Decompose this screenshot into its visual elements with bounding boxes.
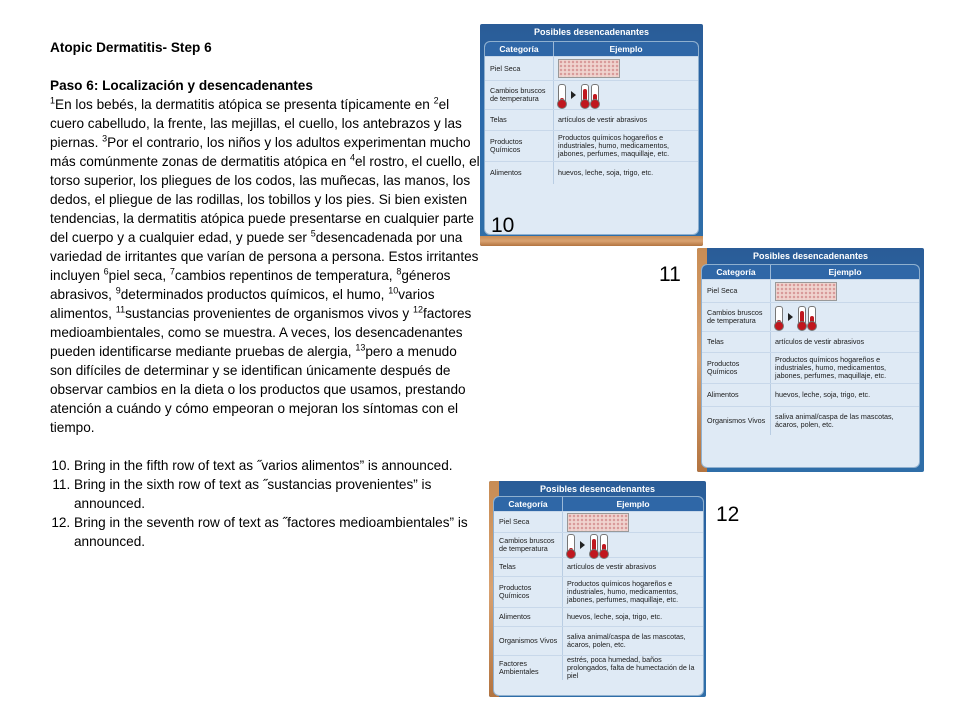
- trigger-table: [484, 41, 699, 235]
- footnote-marker: 7: [169, 266, 175, 277]
- table-row: [494, 532, 703, 557]
- slide-panel-11: [697, 248, 924, 472]
- thermometer-icon: [558, 84, 599, 106]
- slide-panel-12: [489, 481, 706, 697]
- footnote-marker: 6: [103, 266, 109, 277]
- example-cell: artículos de vestir abrasivos: [558, 115, 648, 124]
- panel-number-12: 12: [716, 503, 740, 526]
- example-cell: huevos, leche, soja, trigo, etc.: [775, 390, 871, 399]
- paragraph-segment: En los bebés, la dermatitis atópica se presenta típicamente en: [55, 97, 434, 112]
- footnote-marker: 5: [310, 228, 316, 239]
- category-cell: Factores Ambientales: [494, 656, 563, 680]
- paragraph-segment: piel seca,: [108, 268, 170, 283]
- table-header: [494, 497, 703, 511]
- table-row: [702, 331, 919, 352]
- category-cell: Telas: [702, 332, 771, 352]
- table-row: [485, 161, 698, 184]
- table-row: [702, 279, 919, 302]
- table-row: [702, 406, 919, 435]
- example-cell: Productos químicos hogareños e industriales, humo, medicamentos, jabones, perfumes, maquillaje, etc.: [775, 355, 887, 380]
- document-text: [50, 38, 480, 551]
- table-header: [485, 42, 698, 56]
- table-row: [485, 109, 698, 130]
- example-cell: [554, 81, 698, 109]
- category-cell: Organismos Vivos: [702, 407, 771, 435]
- paragraph-segment: pero a menudo son difíciles de determinar y se identifican únicamente después de observar cambios en la dieta o los productos que usamos, prestando atención a cuándo y cómo empeoran o mejoran los síntomas con el tiempo.: [50, 344, 466, 435]
- example-cell: artículos de vestir abrasivos: [775, 337, 865, 346]
- col-category-header: Categoría: [494, 497, 563, 511]
- table-row: [494, 607, 703, 626]
- table-row: [485, 130, 698, 161]
- dry-skin-image: [567, 513, 629, 532]
- slide-panel-10: [480, 24, 703, 246]
- footnote-marker: 11: [115, 304, 126, 315]
- example-cell: artículos de vestir abrasivos: [567, 562, 657, 571]
- dry-skin-image: [775, 282, 837, 301]
- instruction-list: [50, 456, 480, 551]
- paragraph-segment: factores medioambientales, como se muestra. A veces, los desencadenantes pueden identificarse mediante pruebas de alergia,: [50, 306, 472, 359]
- body-paragraph: [50, 95, 480, 437]
- table-row: [702, 383, 919, 406]
- paragraph-segment: el cuero cabelludo, la frente, las mejillas, el cuello, los antebrazos y las piernas.: [50, 97, 462, 150]
- col-example-header: Ejemplo: [609, 44, 643, 54]
- col-example-header: Ejemplo: [828, 267, 862, 277]
- category-cell: Alimentos: [485, 162, 554, 184]
- arrow-right-icon: [788, 313, 793, 321]
- example-cell: huevos, leche, soja, trigo, etc.: [567, 612, 663, 621]
- category-cell: Productos Químicos: [485, 131, 554, 161]
- footnote-marker: 8: [396, 266, 402, 277]
- table-row: [494, 626, 703, 655]
- paragraph-segment: Por el contrario, los niños y los adultos experimentan mucho más comúnmente zonas de dermatitis atópica en: [50, 135, 471, 169]
- step-heading: Paso 6: Localización y desencadenantes: [50, 78, 313, 93]
- category-cell: Cambios bruscos de temperatura: [494, 533, 563, 557]
- category-cell: Alimentos: [702, 384, 771, 406]
- col-category-header: Categoría: [702, 265, 771, 279]
- document-title: Atopic Dermatitis- Step 6: [50, 40, 212, 55]
- footnote-marker: 9: [115, 285, 121, 296]
- example-cell: saliva animal/caspa de las mascotas, ácaros, polen, etc.: [775, 412, 894, 429]
- panel-number-10: 10: [491, 214, 515, 237]
- table-rows: [702, 279, 919, 435]
- table-row: [485, 80, 698, 109]
- table-row: [494, 557, 703, 576]
- category-cell: Cambios bruscos de temperatura: [702, 303, 771, 331]
- slide-title: Posibles desencadenantes: [752, 251, 869, 261]
- paragraph-segment: géneros abrasivos,: [50, 268, 451, 302]
- table-row: [485, 56, 698, 80]
- table-header: [702, 265, 919, 279]
- example-cell: Productos químicos hogareños e industriales, humo, medicamentos, jabones, perfumes, maquillaje, etc.: [567, 579, 679, 604]
- category-cell: Cambios bruscos de temperatura: [485, 81, 554, 109]
- table-row: [494, 511, 703, 532]
- slide-title: Posibles desencadenantes: [533, 27, 650, 37]
- example-cell: huevos, leche, soja, trigo, etc.: [558, 168, 654, 177]
- category-cell: Telas: [494, 558, 563, 576]
- paragraph-segment: desencadenada por una variedad de irritantes que varían de persona a persona. Estos irritantes incluyen: [50, 230, 479, 283]
- paragraph-segment: cambios repentinos de temperatura,: [174, 268, 397, 283]
- paragraph-segment: determinados productos químicos, el humo,: [120, 287, 389, 302]
- instruction-item: 12. Bring in the seventh row of text as ˝factores medioambientales” is announced.: [74, 513, 480, 551]
- table-row: [702, 352, 919, 383]
- thermometer-icon: [567, 534, 608, 556]
- panel-number-11: 11: [659, 263, 681, 286]
- trigger-table: [701, 264, 920, 468]
- trigger-table: [493, 496, 704, 696]
- example-cell: saliva animal/caspa de las mascotas, ácaros, polen, etc.: [567, 632, 686, 649]
- category-cell: Telas: [485, 110, 554, 130]
- arrow-right-icon: [571, 91, 576, 99]
- instruction-item: 10. Bring in the fifth row of text as ˝varios alimentos” is announced.: [74, 456, 480, 475]
- category-cell: Organismos Vivos: [494, 627, 563, 655]
- example-cell: estrés, poca humedad, baños prolongados, falta de humectación de la piel: [567, 655, 695, 680]
- category-cell: Alimentos: [494, 608, 563, 626]
- col-example-header: Ejemplo: [616, 499, 650, 509]
- footnote-marker: 10: [388, 285, 399, 296]
- instruction-item: 11. Bring in the sixth row of text as ˝sustancias provenientes” is announced.: [74, 475, 480, 513]
- table-row: [702, 302, 919, 331]
- table-row: [494, 576, 703, 607]
- table-row: [494, 655, 703, 680]
- footnote-marker: 12: [412, 304, 423, 315]
- col-category-header: Categoría: [485, 42, 554, 56]
- footnote-marker: 1: [50, 95, 56, 106]
- category-cell: Piel Seca: [485, 57, 554, 80]
- thermometer-icon: [775, 306, 816, 328]
- footnote-marker: 13: [355, 342, 366, 353]
- footnote-marker: 4: [349, 152, 355, 163]
- example-cell: [563, 512, 703, 532]
- footnote-marker: 3: [102, 133, 108, 144]
- example-cell: [554, 57, 698, 80]
- category-cell: Piel Seca: [494, 512, 563, 532]
- paragraph-segment: varios alimentos,: [50, 287, 435, 321]
- paragraph-segment: el rostro, el cuello, el torso superior, los pliegues de los codos, las muñecas, las manos, los dedos, el pliegue de las rodillas, los tobillos y los pies. Si bien existen tendencias, la dermatitis atópica puede presentarse en cualquier parte del cuerpo y a cualquier edad, y puede ser: [50, 154, 480, 245]
- dry-skin-image: [558, 59, 620, 78]
- category-cell: Productos Químicos: [494, 577, 563, 607]
- example-cell: Productos químicos hogareños e industriales, humo, medicamentos, jabones, perfumes, maquillaje, etc.: [558, 133, 670, 158]
- slide-title: Posibles desencadenantes: [539, 484, 656, 494]
- category-cell: Piel Seca: [702, 280, 771, 302]
- example-cell: [771, 280, 919, 302]
- example-cell: [563, 533, 703, 557]
- paragraph-segment: sustancias provenientes de organismos vivos y: [125, 306, 413, 321]
- table-rows: [485, 56, 698, 184]
- category-cell: Productos Químicos: [702, 353, 771, 383]
- footnote-marker: 2: [433, 95, 439, 106]
- example-cell: [771, 303, 919, 331]
- table-rows: [494, 511, 703, 680]
- arrow-right-icon: [580, 541, 585, 549]
